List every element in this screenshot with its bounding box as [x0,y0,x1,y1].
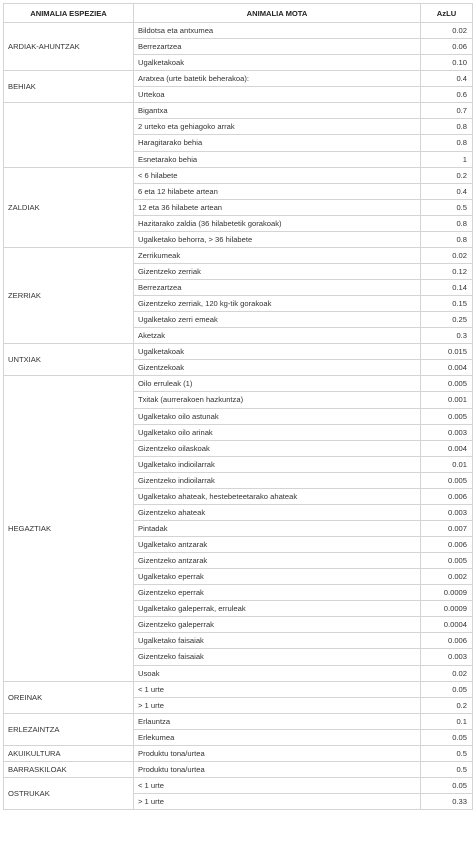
azlu-value-cell: 0.2 [421,697,473,713]
animal-type-cell: Erlauntza [134,713,421,729]
azlu-value-cell: 0.002 [421,569,473,585]
animal-type-cell: Oilo erruleak (1) [134,376,421,392]
table-row [4,23,473,39]
azlu-value-cell: 0.007 [421,520,473,536]
azlu-value-cell: 0.02 [421,665,473,681]
table-row [4,103,473,119]
animal-type-cell: Gizentzeko oilaskoak [134,440,421,456]
azlu-value-cell: 0.14 [421,280,473,296]
animal-type-cell: Gizentzeko antzarak [134,553,421,569]
azlu-value-cell: 0.05 [421,777,473,793]
species-cell: HEGAZTIAK [4,376,134,681]
animal-type-cell: > 1 urte [134,697,421,713]
species-cell: OREINAK [4,681,134,713]
azlu-value-cell: 0.05 [421,729,473,745]
species-cell: UNTXIAK [4,344,134,376]
azlu-value-cell: 0.004 [421,440,473,456]
azlu-value-cell: 0.005 [421,472,473,488]
animal-type-cell: Ugalketako antzarak [134,537,421,553]
animal-type-cell: < 6 hilabete [134,167,421,183]
table-row [4,376,473,392]
animal-type-cell: Ugalketako eperrak [134,569,421,585]
azlu-value-cell: 0.8 [421,119,473,135]
species-cell [4,103,134,167]
animal-type-cell: Ugalketako behorra, > 36 hilabete [134,231,421,247]
animal-type-cell: Pintadak [134,520,421,536]
animal-type-cell: Ugalketako galeperrak, erruleak [134,601,421,617]
header-species: ANIMALIA ESPEZIEA [4,4,134,23]
species-cell: ZERRIAK [4,247,134,343]
animal-type-cell: Gizentzeko zerriak [134,263,421,279]
animal-type-cell: Hazitarako zaldia (36 hilabetetik gorakoak) [134,215,421,231]
azlu-value-cell: 0.4 [421,183,473,199]
species-cell: ERLEZAINTZA [4,713,134,745]
azlu-value-cell: 0.5 [421,745,473,761]
azlu-value-cell: 0.3 [421,328,473,344]
animal-type-cell: Usoak [134,665,421,681]
table-row [4,777,473,793]
azlu-value-cell: 0.004 [421,360,473,376]
table-row [4,713,473,729]
species-cell: ARDIAK-AHUNTZAK [4,23,134,71]
table-row [4,761,473,777]
azlu-value-cell: 0.006 [421,488,473,504]
azlu-value-cell: 0.006 [421,537,473,553]
animal-type-cell: 6 eta 12 hilabete artean [134,183,421,199]
animal-type-cell: > 1 urte [134,794,421,810]
azlu-value-cell: 0.001 [421,392,473,408]
azlu-value-cell: 0.05 [421,681,473,697]
animal-type-cell: Ugalketako oilo astunak [134,408,421,424]
azlu-value-cell: 0.25 [421,312,473,328]
animal-type-cell: Erlekumea [134,729,421,745]
table-row [4,745,473,761]
animal-type-cell: Gizentzekoak [134,360,421,376]
animal-type-cell: < 1 urte [134,681,421,697]
header-row [4,4,473,23]
animal-type-cell: 12 eta 36 hilabete artean [134,199,421,215]
animal-type-cell: Berrezartzea [134,280,421,296]
animal-type-cell: Haragitarako behia [134,135,421,151]
azlu-value-cell: 0.8 [421,231,473,247]
header-animal-type: ANIMALIA MOTA [134,4,421,23]
animal-type-cell: Zerrikumeak [134,247,421,263]
azlu-value-cell: 0.4 [421,71,473,87]
table-row [4,167,473,183]
table-body [4,23,473,810]
animal-type-cell: Berrezartzea [134,39,421,55]
animal-type-cell: 2 urteko eta gehiagoko arrak [134,119,421,135]
azlu-value-cell: 0.006 [421,633,473,649]
azlu-value-cell: 0.003 [421,504,473,520]
animal-type-cell: Ugalketakoak [134,55,421,71]
species-cell: ZALDIAK [4,167,134,247]
azlu-value-cell: 0.003 [421,649,473,665]
animal-type-cell: Gizentzeko ahateak [134,504,421,520]
animal-type-cell: Ugalketako faisaiak [134,633,421,649]
azlu-value-cell: 0.0004 [421,617,473,633]
azlu-value-cell: 0.10 [421,55,473,71]
livestock-units-table [3,3,473,810]
animal-type-cell: Produktu tona/urtea [134,761,421,777]
azlu-value-cell: 0.005 [421,376,473,392]
azlu-value-cell: 0.5 [421,199,473,215]
azlu-value-cell: 0.01 [421,456,473,472]
azlu-value-cell: 0.02 [421,247,473,263]
azlu-value-cell: 0.015 [421,344,473,360]
animal-type-cell: Ugalketakoak [134,344,421,360]
azlu-value-cell: 0.8 [421,215,473,231]
species-cell: AKUIKULTURA [4,745,134,761]
azlu-value-cell: 0.06 [421,39,473,55]
header-azlu: AzLU [421,4,473,23]
table-row [4,344,473,360]
azlu-value-cell: 0.02 [421,23,473,39]
azlu-value-cell: 0.6 [421,87,473,103]
azlu-value-cell: 0.1 [421,713,473,729]
azlu-value-cell: 0.0009 [421,601,473,617]
animal-type-cell: Aketzak [134,328,421,344]
animal-type-cell: Bigantxa [134,103,421,119]
azlu-value-cell: 0.2 [421,167,473,183]
azlu-value-cell: 0.15 [421,296,473,312]
azlu-value-cell: 0.003 [421,424,473,440]
species-cell: BEHIAK [4,71,134,103]
animal-type-cell: Esnetarako behia [134,151,421,167]
animal-type-cell: Gizentzeko indioilarrak [134,472,421,488]
animal-type-cell: Ugalketako oilo arinak [134,424,421,440]
animal-type-cell: Gizentzeko faisaiak [134,649,421,665]
species-cell: BARRASKILOAK [4,761,134,777]
animal-type-cell: Gizentzeko eperrak [134,585,421,601]
animal-type-cell: Gizentzeko galeperrak [134,617,421,633]
animal-type-cell: Gizentzeko zerriak, 120 kg-tik gorakoak [134,296,421,312]
table-row [4,71,473,87]
animal-type-cell: Txitak (aurrerakoen hazkuntza) [134,392,421,408]
azlu-value-cell: 1 [421,151,473,167]
species-cell: OSTRUKAK [4,777,134,809]
animal-type-cell: Aratxea (urte batetik beherakoa): [134,71,421,87]
table-row [4,247,473,263]
animal-type-cell: Urtekoa [134,87,421,103]
table-header [4,4,473,23]
animal-type-cell: < 1 urte [134,777,421,793]
animal-type-cell: Ugalketako ahateak, hestebeteetarako ahateak [134,488,421,504]
animal-type-cell: Ugalketako zerri emeak [134,312,421,328]
animal-type-cell: Ugalketako indioilarrak [134,456,421,472]
azlu-value-cell: 0.0009 [421,585,473,601]
azlu-value-cell: 0.005 [421,408,473,424]
animal-type-cell: Bildotsa eta antxumea [134,23,421,39]
table-row [4,681,473,697]
azlu-value-cell: 0.5 [421,761,473,777]
azlu-value-cell: 0.8 [421,135,473,151]
azlu-value-cell: 0.33 [421,794,473,810]
azlu-value-cell: 0.005 [421,553,473,569]
animal-type-cell: Produktu tona/urtea [134,745,421,761]
azlu-value-cell: 0.7 [421,103,473,119]
azlu-value-cell: 0.12 [421,263,473,279]
